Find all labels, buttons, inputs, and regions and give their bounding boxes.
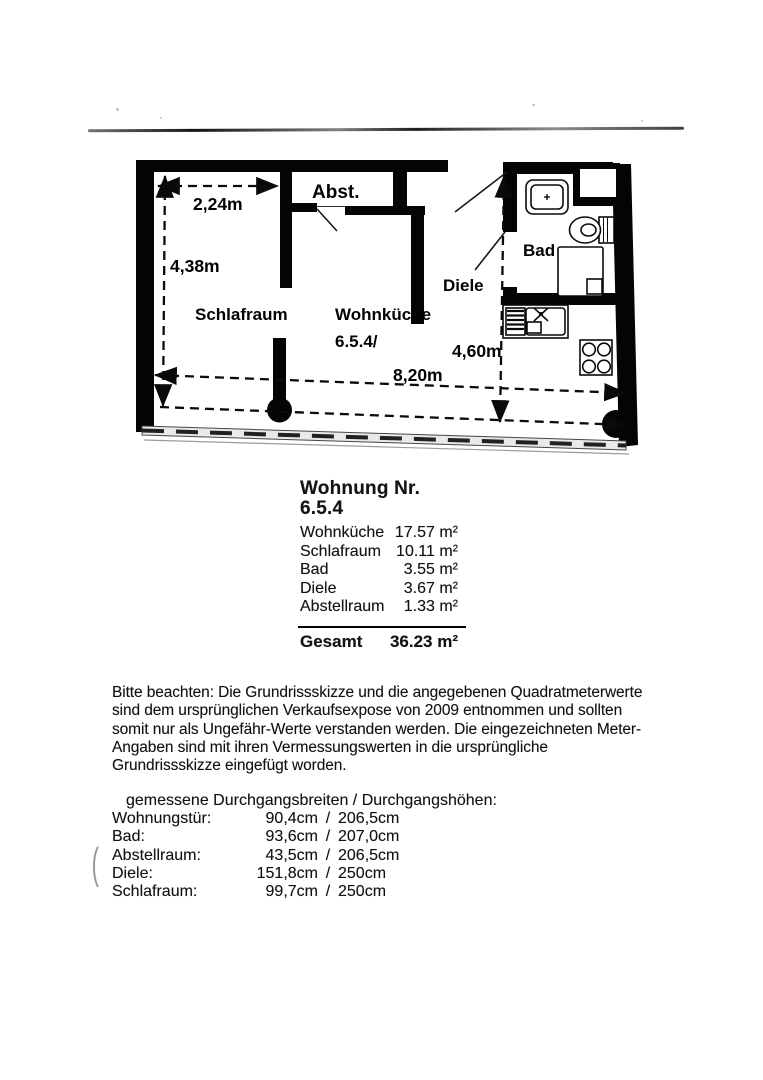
- passage-measurements-table: [112, 791, 497, 901]
- table-row: [300, 598, 458, 617]
- entrance-door-swing: [455, 172, 507, 212]
- table-row: [300, 580, 458, 599]
- table-row: [300, 543, 458, 562]
- notice-line: Angaben sind mit ihren Vermessungswerten in die ursprüngliche: [112, 738, 548, 756]
- room-name: Wohnküche: [300, 524, 385, 541]
- kitchen-sink: [503, 305, 568, 338]
- scan-artifact-line: [88, 127, 684, 132]
- stove: [580, 340, 612, 375]
- room-name: Abstellraum: [300, 598, 385, 615]
- measure-width: 99,7cm: [265, 883, 318, 901]
- floor-plan: [130, 148, 645, 463]
- scan-artifact-curve: (: [91, 839, 99, 888]
- table-row: [300, 524, 458, 543]
- measure-label: Diele:: [112, 864, 153, 882]
- toilet: [570, 217, 615, 243]
- notice-line: Bitte beachten: Die Grundrissskizze und die angegebenen Quadratmeterwerte: [112, 684, 643, 701]
- measure-separator: /: [325, 883, 331, 901]
- room-area: 3.55 m²: [403, 561, 458, 578]
- dimension-label-left: 4,38m: [170, 256, 220, 276]
- room-name: Schlafraum: [300, 542, 381, 560]
- table-row: [300, 561, 458, 580]
- total-divider: [298, 626, 466, 628]
- dimension-label-bottom: 8,20m: [393, 365, 443, 385]
- heading-line-2: 6.5.4: [300, 498, 344, 519]
- dimension-label-top: 2,24m: [193, 194, 243, 214]
- room-name: Diele: [300, 579, 337, 597]
- measure-width: 151,8cm: [256, 864, 318, 882]
- dimension-label-right: 4,60m: [452, 341, 502, 361]
- scan-speck: [641, 120, 643, 122]
- table-row: [112, 810, 497, 828]
- apartment-area-table: [300, 479, 458, 651]
- scan-speck: [116, 108, 119, 111]
- table-row: [112, 847, 497, 865]
- room-label-abstellraum: Abst.: [312, 182, 360, 203]
- room-label-schlafraum: Schlafraum: [195, 305, 288, 324]
- measure-height: 206,5cm: [338, 810, 400, 827]
- measure-separator: /: [325, 864, 331, 882]
- measure-width: 90,4cm: [265, 810, 318, 827]
- heading-line-1: Wohnung Nr.: [300, 478, 421, 499]
- measure-height: 250cm: [338, 883, 387, 901]
- measure-height: 250cm: [338, 864, 387, 882]
- measure-label: Abstellraum:: [112, 846, 201, 864]
- measure-height: 207,0cm: [338, 828, 400, 846]
- measure-label: Wohnungstür:: [112, 810, 212, 827]
- notice-paragraph: [112, 684, 642, 775]
- measure-separator: /: [325, 846, 331, 864]
- measurements-header: gemessene Durchgangsbreiten / Durchgangshöhen:: [126, 792, 497, 809]
- bath-door-swing: [475, 232, 505, 270]
- total-value: 36.23 m²: [389, 631, 458, 651]
- unit-number-label: 6.5.4/: [335, 332, 378, 351]
- notice-line: sind dem ursprünglichen Verkaufsexpose von 2009 entnommen und sollten: [112, 702, 623, 720]
- measure-label: Bad:: [112, 828, 145, 846]
- storage-door-swing: [317, 209, 337, 231]
- bathroom-sink: [526, 180, 568, 214]
- plan-column: [267, 398, 292, 423]
- room-area: 3.67 m²: [403, 579, 458, 597]
- scan-speck: [160, 117, 162, 119]
- table-row: [112, 828, 497, 846]
- total-row: [300, 633, 458, 652]
- scan-speck: [532, 104, 535, 106]
- measure-separator: /: [325, 828, 331, 846]
- room-label-wohnkueche: Wohnküche: [335, 305, 432, 324]
- table-row: [112, 865, 497, 883]
- plan-window-band: [142, 426, 629, 454]
- room-label-diele: Diele: [443, 276, 484, 295]
- total-label: Gesamt: [300, 631, 363, 651]
- room-name: Bad: [300, 561, 329, 578]
- room-area: 17.57 m²: [394, 524, 458, 541]
- shower: [558, 247, 603, 296]
- measure-height: 206,5cm: [338, 846, 400, 864]
- measure-width: 93,6cm: [265, 828, 318, 846]
- measure-label: Schlafraum:: [112, 883, 198, 901]
- room-area: 1.33 m²: [403, 598, 458, 615]
- measure-separator: /: [325, 810, 331, 827]
- table-row: [112, 883, 497, 901]
- apartment-number-heading: [300, 479, 458, 519]
- room-label-bad: Bad: [523, 241, 556, 260]
- measure-width: 43,5cm: [265, 846, 318, 864]
- notice-line: Grundrissskizze eingefügt worden.: [112, 757, 347, 775]
- notice-line: somit nur als Ungefähr-Werte verstanden werden. Die eingezeichneten Meter-: [112, 720, 642, 738]
- room-area: 10.11 m²: [396, 542, 458, 560]
- plan-fixtures: [503, 180, 614, 375]
- area-rows: [300, 524, 458, 617]
